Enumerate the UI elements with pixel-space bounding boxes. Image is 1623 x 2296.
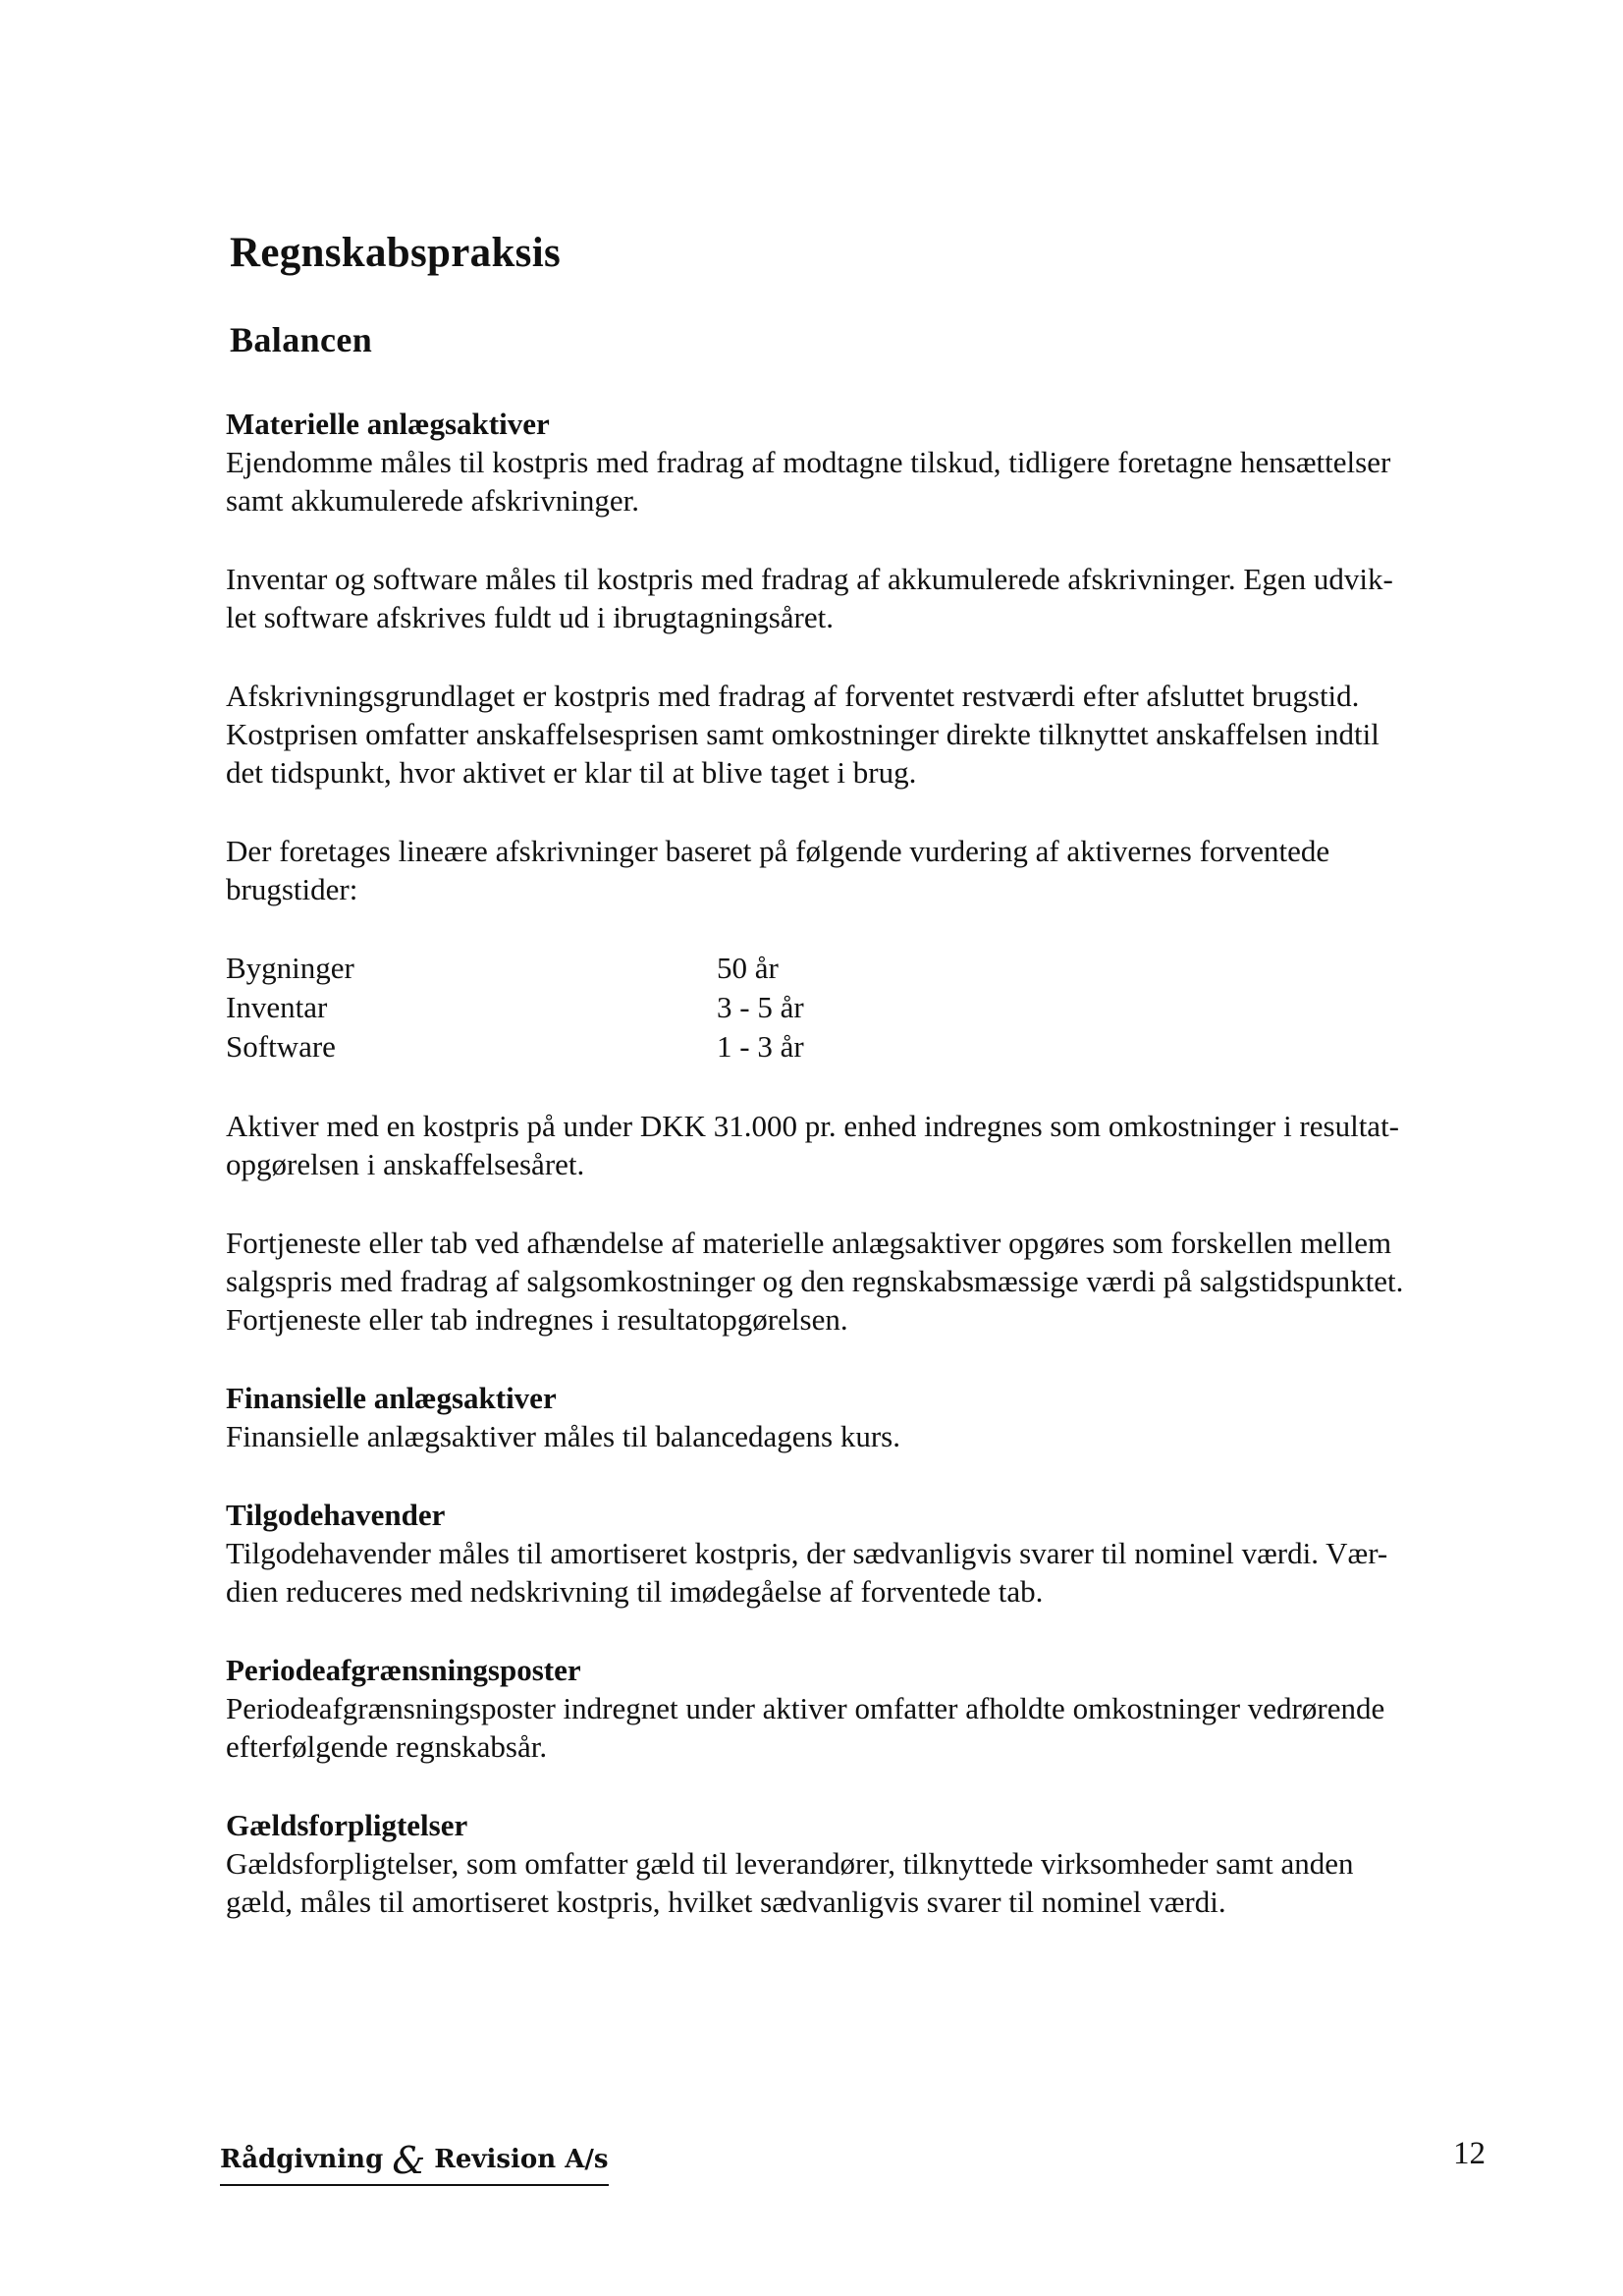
page-number: 12 [1453,2136,1486,2171]
text-line: Finansielle anlægsaktiver måles til balancedagens kurs. [226,1419,900,1453]
section-heading-finansielle: Finansielle anlægsaktiver [226,1381,557,1415]
useful-life-value: 3 - 5 år [717,990,804,1024]
brand-name-part: Rådgivning [220,2145,384,2174]
brand-name-part: Revision [434,2145,557,2174]
text-line: Gældsforpligtelser, som omfatter gæld til leverandører, tilknyttede virksomheder samt anden [226,1846,1354,1881]
text-line: let software afskrives fuldt ud i ibrugtagningsåret. [226,600,834,634]
text-line: efterfølgende regnskabsår. [226,1729,548,1764]
text-line: Aktiver med en kostpris på under DKK 31.000 pr. enhed indregnes som omkostninger i resultat- [226,1109,1399,1143]
text-line: brugstider: [226,872,358,906]
useful-life-table [226,949,933,1066]
text-line: Fortjeneste eller tab ved afhændelse af materielle anlægsaktiver opgøres som forskellen mellem [226,1226,1392,1260]
paragraph-finansielle [226,1417,1502,1455]
section-heading-materielle: Materielle anlægsaktiver [226,407,550,441]
asset-label: Inventar [226,990,328,1024]
section-heading-periodeafgraensning: Periodeafgrænsningsposter [226,1653,581,1687]
text-line: Der foretages lineære afskrivninger baseret på følgende vurdering af aktivernes forventede [226,834,1330,868]
section-heading-gaeldsforpligtelser: Gældsforpligtelser [226,1808,468,1842]
asset-label: Software [226,1029,336,1064]
paragraph-inventar-software [226,560,1502,636]
table-row [226,949,933,988]
text-line: Kostprisen omfatter anskaffelsesprisen samt omkostninger direkte tilknyttet anskaffelsen indtil [226,717,1380,751]
paragraph-gaeldsforpligtelser [226,1844,1502,1921]
document-body [226,405,1502,1961]
text-line: Inventar og software måles til kostpris med fradrag af akkumulerede afskrivninger. Egen udvik- [226,562,1393,596]
text-line: samt akkumulerede afskrivninger. [226,483,639,518]
table-row [226,988,933,1027]
brand-ampersand: & [392,2139,426,2182]
useful-life-value: 1 - 3 år [717,1029,804,1064]
text-line: Fortjeneste eller tab indregnes i resultatopgørelsen. [226,1302,848,1337]
text-line: opgørelsen i anskaffelsesåret. [226,1147,585,1181]
text-line: Afskrivningsgrundlaget er kostpris med fradrag af forventet restværdi efter afsluttet brugstid. [226,679,1360,713]
brand-suffix: A/s [565,2145,609,2174]
text-line: salgspris med fradrag af salgsomkostninger og den regnskabsmæssige værdi på salgstidspunktet. [226,1264,1404,1298]
paragraph-lineaere-afskrivninger [226,832,1502,908]
paragraph-ejendomme [226,443,1502,519]
paragraph-smaaanskaffelser [226,1107,1502,1183]
company-logo [220,2139,609,2186]
page-title: Regnskabspraksis [230,230,561,276]
paragraph-periodeafgraensning [226,1689,1502,1766]
text-line: Periodeafgrænsningsposter indregnet under aktiver omfatter afholdte omkostninger vedrørende [226,1691,1385,1725]
asset-label: Bygninger [226,951,354,985]
useful-life-value: 50 år [717,951,779,985]
text-line: det tidspunkt, hvor aktivet er klar til at blive taget i brug. [226,755,917,790]
page-subtitle: Balancen [230,320,373,359]
paragraph-fortjeneste-tab [226,1224,1502,1339]
text-line: gæld, måles til amortiseret kostpris, hvilket sædvanligvis svarer til nominel værdi. [226,1885,1226,1919]
text-line: Tilgodehavender måles til amortiseret kostpris, der sædvanligvis svarer til nominel værdi. Vær- [226,1536,1388,1570]
paragraph-tilgodehavender [226,1534,1502,1611]
table-row [226,1027,933,1066]
text-line: dien reduceres med nedskrivning til imødegåelse af forventede tab. [226,1574,1044,1609]
paragraph-afskrivningsgrundlag [226,677,1502,792]
section-heading-tilgodehavender: Tilgodehavender [226,1498,446,1532]
text-line: Ejendomme måles til kostpris med fradrag af modtagne tilskud, tidligere foretagne hensættelser [226,445,1391,479]
